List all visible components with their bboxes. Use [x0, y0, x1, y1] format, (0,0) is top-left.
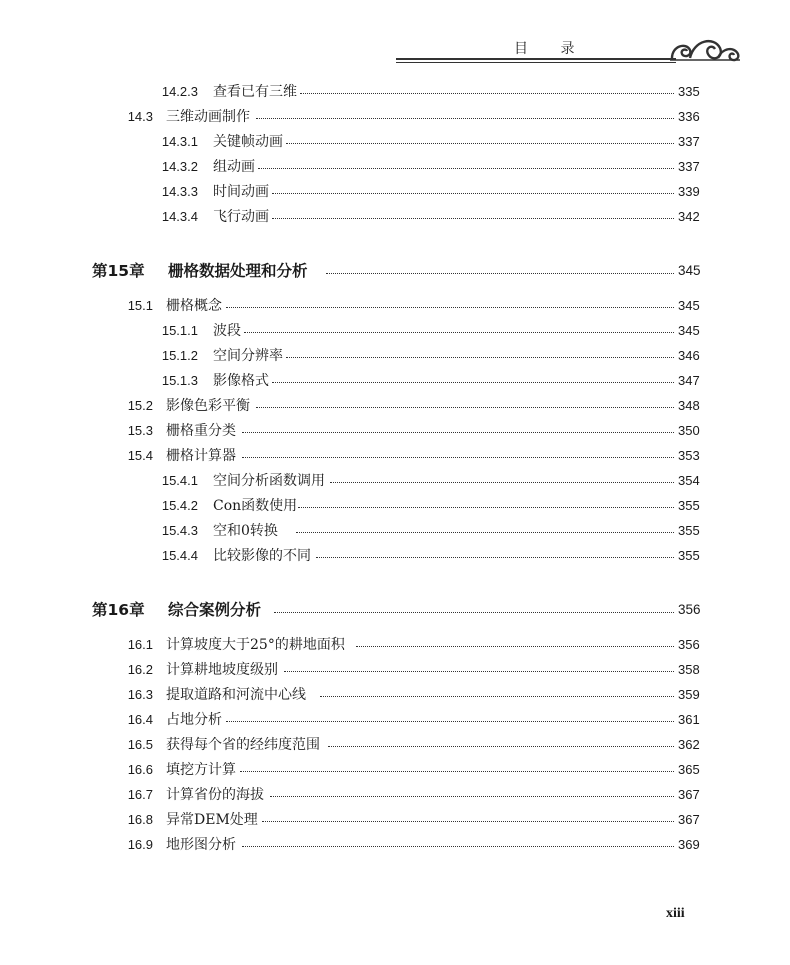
entry-title: 计算坡度大于25°的耕地面积 [166, 637, 345, 653]
entry-title: 空间分析函数调用 [213, 473, 325, 489]
entry-page: 361 [678, 712, 700, 727]
dot-leader [320, 695, 674, 697]
entry-title: 查看已有三维 [213, 84, 297, 100]
dot-leader [240, 770, 674, 772]
entry-title: 异常DEM处理 [166, 812, 258, 828]
entry-title: 组动画 [213, 159, 255, 175]
chapter-title: 栅格数据处理和分析 [168, 262, 308, 280]
dot-leader [300, 92, 674, 94]
entry-number: 14.3 [127, 109, 153, 124]
entry-page: 367 [678, 812, 700, 827]
dot-leader [298, 506, 674, 508]
header-title: 目 录 [514, 41, 589, 57]
entry-number: 14.2.3 [161, 84, 198, 99]
dot-leader [242, 456, 674, 458]
dot-leader [244, 331, 674, 333]
dot-leader [274, 611, 674, 613]
entry-page: 350 [678, 423, 700, 438]
running-header [396, 34, 742, 64]
entry-page: 353 [678, 448, 700, 463]
entry-title: 关键帧动画 [213, 134, 283, 150]
entry-title: 提取道路和河流中心线 [166, 687, 306, 703]
dot-leader [256, 117, 674, 119]
entry-page: 337 [678, 159, 700, 174]
entry-title: 飞行动画 [213, 209, 269, 225]
entry-page: 367 [678, 787, 700, 802]
dot-leader [272, 192, 674, 194]
dot-leader [226, 720, 674, 722]
entry-title: 波段 [213, 323, 241, 339]
entry-title: 计算省份的海拔 [166, 787, 264, 803]
dot-leader [286, 142, 674, 144]
dot-leader [330, 481, 674, 483]
entry-number: 16.5 [127, 737, 153, 752]
dot-leader [242, 845, 674, 847]
dot-leader [262, 820, 674, 822]
entry-number: 15.3 [127, 423, 153, 438]
entry-number: 16.6 [127, 762, 153, 777]
dot-leader [258, 167, 674, 169]
entry-number: 16.1 [127, 637, 153, 652]
entry-page: 362 [678, 737, 700, 752]
dot-leader [284, 670, 674, 672]
entry-number: 15.4.1 [161, 473, 198, 488]
dot-leader [356, 645, 674, 647]
entry-title: 获得每个省的经纬度范围 [166, 737, 320, 753]
entry-page: 356 [678, 602, 701, 617]
entry-number: 15.4.3 [161, 523, 198, 538]
entry-page: 345 [678, 263, 701, 278]
entry-page: 354 [678, 473, 700, 488]
entry-title: 栅格概念 [166, 298, 222, 314]
entry-number: 15.4.2 [161, 498, 198, 513]
dot-leader [242, 431, 674, 433]
entry-title: 时间动画 [213, 184, 269, 200]
chapter-number: 第15章 [92, 262, 145, 280]
entry-title: 栅格计算器 [166, 448, 236, 464]
entry-number: 16.8 [127, 812, 153, 827]
entry-number: 16.3 [127, 687, 153, 702]
entry-number: 15.4 [127, 448, 153, 463]
dot-leader [226, 306, 674, 308]
entry-page: 336 [678, 109, 700, 124]
entry-number: 16.9 [127, 837, 153, 852]
entry-title: 空和0转换 [213, 523, 278, 539]
entry-number: 16.7 [127, 787, 153, 802]
dot-leader [272, 217, 674, 219]
entry-title: 栅格重分类 [166, 423, 236, 439]
dot-leader [286, 356, 674, 358]
dot-leader [296, 531, 674, 533]
entry-number: 16.4 [127, 712, 153, 727]
cloud-ornament-icon [668, 32, 742, 66]
dot-leader [270, 795, 674, 797]
entry-number: 14.3.4 [161, 209, 198, 224]
entry-page: 359 [678, 687, 700, 702]
dot-leader [256, 406, 674, 408]
chapter-number: 第16章 [92, 601, 145, 619]
entry-page: 355 [678, 498, 700, 513]
entry-title: 影像色彩平衡 [166, 398, 250, 414]
entry-title: 地形图分析 [166, 837, 236, 853]
entry-page: 337 [678, 134, 700, 149]
entry-page: 358 [678, 662, 700, 677]
header-rule-thin [396, 62, 676, 63]
entry-number: 14.3.1 [161, 134, 198, 149]
entry-number: 16.2 [127, 662, 153, 677]
entry-title: 空间分辨率 [213, 348, 283, 364]
entry-number: 15.1.2 [161, 348, 198, 363]
entry-page: 347 [678, 373, 700, 388]
entry-number: 15.4.4 [161, 548, 198, 563]
header-rule-thick [396, 58, 676, 60]
entry-number: 14.3.2 [161, 159, 198, 174]
entry-number: 15.1.1 [161, 323, 198, 338]
entry-title: 占地分析 [166, 712, 222, 728]
entry-title: 三维动画制作 [166, 109, 250, 125]
entry-page: 345 [678, 298, 700, 313]
entry-number: 14.3.3 [161, 184, 198, 199]
entry-page: 355 [678, 548, 700, 563]
entry-page: 335 [678, 84, 700, 99]
page-folio: xiii [666, 906, 685, 921]
entry-title: 填挖方计算 [166, 762, 236, 778]
entry-page: 342 [678, 209, 700, 224]
entry-page: 369 [678, 837, 700, 852]
entry-page: 339 [678, 184, 700, 199]
dot-leader [272, 381, 674, 383]
entry-page: 348 [678, 398, 700, 413]
entry-title: Con函数使用 [213, 498, 298, 514]
entry-number: 15.1 [127, 298, 153, 313]
entry-title: 计算耕地坡度级别 [166, 662, 278, 678]
dot-leader [328, 745, 674, 747]
chapter-title: 综合案例分析 [168, 601, 262, 619]
dot-leader [316, 556, 674, 558]
entry-page: 345 [678, 323, 700, 338]
dot-leader [326, 272, 674, 274]
entry-page: 355 [678, 523, 700, 538]
entry-page: 365 [678, 762, 700, 777]
entry-title: 影像格式 [213, 373, 269, 389]
entry-page: 346 [678, 348, 700, 363]
entry-page: 356 [678, 637, 700, 652]
entry-number: 15.1.3 [161, 373, 198, 388]
entry-number: 15.2 [127, 398, 153, 413]
entry-title: 比较影像的不同 [213, 548, 311, 564]
